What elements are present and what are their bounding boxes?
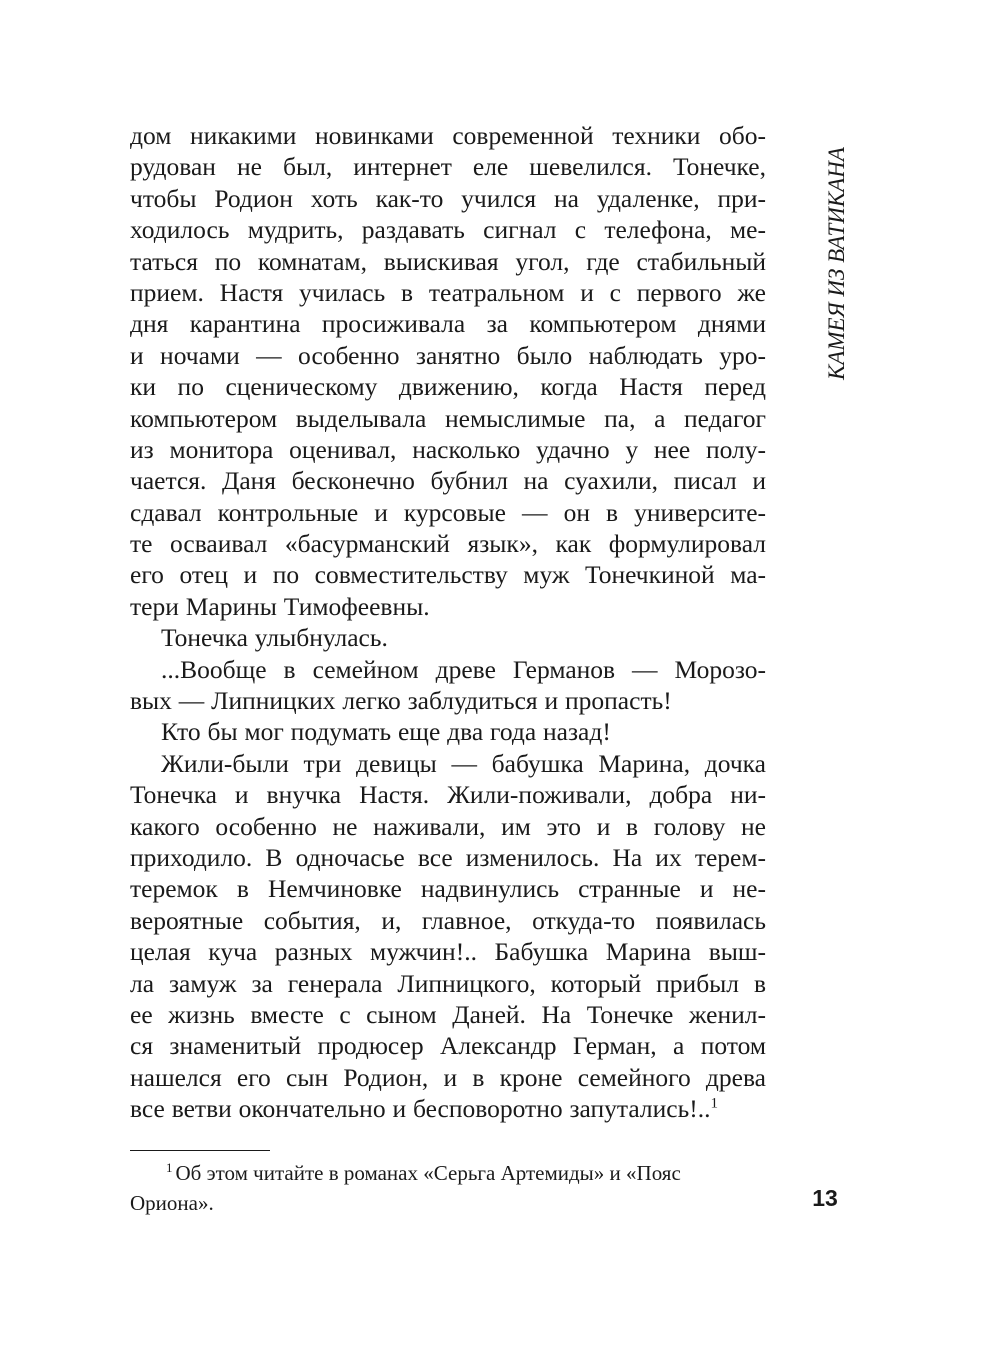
main-text — [130, 120, 766, 1125]
text-line: Тонечка и внучка Настя. Жили-поживали, добра ни- — [130, 780, 766, 810]
text-line: ся знаменитый продюсер Александр Герман, а потом — [130, 1031, 766, 1061]
text-line: нашелся его сын Родион, и в кроне семейного древа — [130, 1062, 766, 1092]
text-line: компьютером выделывала немыслимые па, а педагог — [130, 403, 766, 433]
text-line: чается. Даня бесконечно бубнил на суахили, писал и — [130, 466, 766, 496]
footnote-text: Об этом читайте в романах «Серьга Артемиды» и «Пояс — [175, 1161, 681, 1185]
text-line: приходило. В одночасье все изменилось. На их терем- — [130, 842, 766, 872]
footnote-number: 1 — [166, 1160, 173, 1175]
footnote-line: Ориона». — [130, 1191, 214, 1215]
running-head: КАМЕЯ ИЗ ВАТИКАНА — [824, 147, 849, 380]
text-line: чтобы Родион хоть как-то учился на удаленке, при- — [130, 183, 766, 213]
text-line: вероятные события, и, главное, откуда-то появилась — [130, 905, 766, 935]
text-line: какого особенно не наживали, им это и в голову не — [130, 811, 766, 841]
text-line: прием. Настя училась в театральном и с первого же — [130, 277, 766, 307]
text-line: Тонечка улыбнулась. — [161, 623, 388, 653]
text-line: дом никакими новинками современной техники обо- — [130, 121, 766, 150]
text-line: ...Вообще в семейном древе Германов — Морозо- — [161, 654, 766, 684]
footnote — [130, 1158, 766, 1218]
text-line-content: все ветви окончательно и бесповоротно запутались!.. — [130, 1094, 711, 1124]
text-line-with-footnote — [130, 1093, 766, 1124]
text-line: ки по сценическому движению, когда Настя перед — [130, 372, 766, 402]
footnote-divider — [130, 1150, 270, 1151]
footnote-line — [130, 1158, 766, 1188]
text-line: дня карантина просиживала за компьютером днями — [130, 309, 766, 339]
text-line: из монитора оценивал, насколько удачно у нее полу- — [130, 434, 766, 464]
text-line: вых — Липницких легко заблудиться и пропасть! — [130, 686, 672, 716]
text-line: рудован не был, интернет еле шевелился. Тонечке, — [130, 152, 766, 182]
footnote-reference[interactable]: 1 — [710, 1095, 718, 1112]
text-line: тери Марины Тимофеевны. — [130, 591, 430, 621]
text-line: Жили-были три девицы — бабушка Марина, дочка — [161, 748, 766, 778]
page-number: 13 — [812, 1185, 838, 1211]
text-line: Кто бы мог подумать еще два года назад! — [161, 717, 611, 747]
text-line: ходилось мудрить, раздавать сигнал с телефона, ме- — [130, 215, 766, 245]
text-line: ее жизнь вместе с сыном Даней. На Тонечке женил- — [130, 999, 766, 1029]
text-line: таться по комнатам, выискивая угол, где стабильный — [130, 246, 766, 276]
text-line: те осваивал «басурманский язык», как формулировал — [130, 529, 766, 559]
text-line: ла замуж за генерала Липницкого, который прибыл в — [130, 968, 766, 998]
text-line: сдавал контрольные и курсовые — он в университе- — [130, 497, 766, 527]
text-line: теремок в Немчиновке надвинулись странные и не- — [130, 874, 766, 904]
text-line: целая куча разных мужчин!.. Бабушка Марина выш- — [130, 937, 766, 967]
text-line: его отец и по совместительству муж Тонечкиной ма- — [130, 560, 766, 590]
text-line: и ночами — особенно занятно было наблюдать уро- — [130, 340, 766, 370]
